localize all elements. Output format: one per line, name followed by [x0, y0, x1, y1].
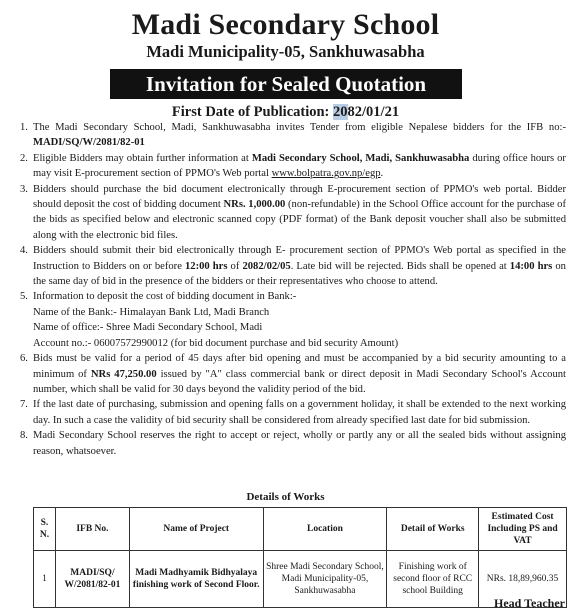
table-row: [34, 551, 567, 608]
notice-item-7: [0, 397, 571, 428]
item-number: 3.: [20, 183, 28, 195]
notice-item-8: [0, 428, 571, 459]
office-name: Name of office:- Shree Madi Secondary School, Madi: [33, 322, 263, 334]
notice-item-6: [0, 351, 571, 397]
cell-project: Madi Madhyamik Bidhyalaya finishing work of Second Floor.: [129, 551, 263, 608]
notice-item-2: [0, 151, 571, 182]
publication-label: First Date of Publication:: [171, 104, 334, 120]
item-text: (non-refundable) in the School Office account for the purchase of the bids as specified below and electronic scanned copy (PDF format) of the Bank deposit voucher shall also be submitted along with the electronic bid files.: [33, 199, 566, 241]
item-text: . Late bid will be rejected. Bids shall be opened at: [290, 260, 510, 272]
opening-time: 14:00 hrs: [509, 260, 553, 272]
cell-cost: NRs. 18,89,960.35: [479, 551, 567, 608]
notice-item-3: [0, 182, 571, 244]
item-text: Information to deposit the cost of bidding document in Bank:-: [33, 291, 297, 303]
item-text: .: [380, 168, 384, 180]
submission-date: 2082/02/05: [242, 260, 291, 272]
municipality-line: Madi Municipality-05, Sankhuwasabha: [146, 42, 425, 61]
item-number: 1.: [20, 122, 28, 133]
text-selection-highlight[interactable]: 20: [333, 104, 348, 120]
item-number: 6.: [20, 353, 28, 365]
cell-detail: Finishing work of second floor of RCC school Building: [387, 551, 479, 608]
ifb-number: MADI/SQ/W/2081/82-01: [33, 137, 145, 149]
item-number: 2.: [20, 152, 28, 164]
cell-sn: 1: [34, 551, 56, 608]
item-text: If the last date of purchasing, submission and opening falls on a government holiday, it shall be extended to the next working day. In such a case the validity of bid security shall be considered from already specified last date for bid submission.: [33, 399, 566, 426]
works-table: [33, 507, 567, 608]
item-text: issued by "A" class commercial bank or direct deposit in Madi Secondary School's Account number, which shall be valid for 30 days beyond the validity period of the bid.: [33, 368, 566, 395]
item-text: Bids must be valid for a period of 45 days after bid opening and must be accompanied by a bid security amounting to a minimum of: [33, 353, 566, 380]
table-header-row: [34, 508, 567, 551]
notice-item-1: [0, 120, 571, 151]
cell-ifb-no: MADI/SQ/ W/2081/82-01: [55, 551, 129, 608]
header-detail: Detail of Works: [387, 508, 479, 551]
signature-head-teacher: Head Teacher: [494, 596, 565, 610]
item-number: 7.: [20, 399, 28, 411]
cell-location: Shree Madi Secondary School, Madi Municipality-05, Sankhuwasabha: [263, 551, 387, 608]
school-address: Madi Secondary School, Madi, Sankhuwasabha: [251, 152, 470, 164]
item-number: 5.: [20, 291, 28, 303]
header-project: Name of Project: [129, 508, 263, 551]
account-number: Account no.:- 06007572990012 (for bid document purchase and bid security Amount): [33, 337, 399, 349]
publication-date-rest: 82/01/21: [347, 104, 400, 120]
item-text: on the same day of bid in the presence of the bidders or their representatives who choose to attend.: [33, 260, 566, 288]
notice-item-4: [0, 243, 571, 289]
item-text: during office hours or may visit E-procurement section of PPMO's Web portal: [33, 152, 566, 180]
item-number: 4.: [20, 245, 28, 257]
header-estimated-cost: Estimated Cost Including PS and VAT: [479, 508, 567, 551]
school-name: Madi Secondary School: [131, 8, 440, 41]
details-of-works-title: Details of Works: [246, 491, 325, 503]
item-text: of: [227, 260, 243, 272]
notice-title-banner: Invitation for Sealed Quotation: [110, 69, 462, 99]
notice-item-5: [0, 289, 571, 351]
item-text: Madi Secondary School reserves the right to accept or reject, wholly or partly any or all the sealed bids without assigning reason, whatsoever.: [33, 430, 566, 457]
item-text: The Madi Secondary School, Madi, Sankhuwasabha invites Tender from eligible Nepalese bidders for the IFB no:-: [33, 122, 566, 133]
publication-date: [0, 103, 571, 121]
notice-items: [0, 120, 571, 459]
header-location: Location: [263, 508, 387, 551]
submission-time: 12:00 hrs: [184, 260, 228, 272]
item-text: Eligible Bidders may obtain further information at: [33, 152, 252, 164]
item-text: Bidders should purchase the bid document electronically through E-procurement section of PPMO's web portal. Bidder should deposit the cost of bidding document: [33, 183, 566, 211]
bid-security-amount: NRs 47,250.00: [90, 368, 157, 380]
item-number: 8.: [20, 430, 28, 442]
bank-name: Name of the Bank:- Himalayan Bank Ltd, Madi Branch: [33, 306, 270, 318]
header-sn: S. N.: [34, 508, 56, 551]
item-text: Bidders should submit their bid electronically through E- procurement section of PPMO's Web portal as specified in the Instruction to Bidders on or before: [33, 245, 566, 272]
header-ifb-no: IFB No.: [55, 508, 129, 551]
document-cost: NRs. 1,000.00: [223, 199, 286, 211]
bolpatra-link[interactable]: www.bolpatra.gov.np/egp: [271, 168, 381, 180]
